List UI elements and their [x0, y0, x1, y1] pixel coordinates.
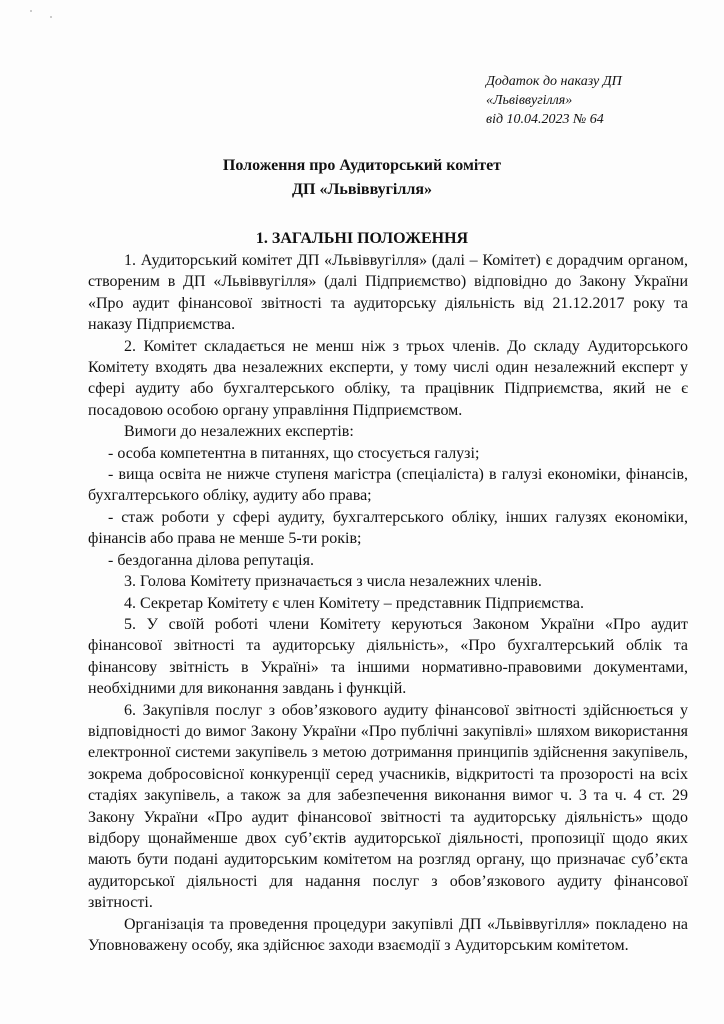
scan-speck [30, 10, 32, 12]
requirement-item: - особа компетентна в питаннях, що стосується галузі; [108, 444, 480, 462]
document-title [0, 154, 724, 202]
annex-line-1: Додаток до наказу ДП [486, 74, 622, 89]
paragraph-3: 3. Голова Комітету призначається з числа незалежних членів. [124, 573, 542, 591]
paragraph-2: 2. Комітет складається не менш ніж з трьох членів. До складу Аудиторського Комітету входять два незалежних експерти, у тому числі один незалежний експерт у сфері аудиту або бухгалтерського обліку, та працівник Підприємства, який не є посадовою особою органу управління Підприємством. [88, 337, 688, 419]
requirement-item: - вища освіта не нижче ступеня магістра (спеціаліста) в галузі економіки, фінансів, бухгалтерського обліку, аудиту або права; [88, 466, 688, 505]
annex-line-3: від 10.04.2023 № 64 [486, 112, 604, 127]
document-body [88, 250, 688, 956]
paragraph-1: 1. Аудиторський комітет ДП «Львіввугілля» (далі – Комітет) є дорадчим органом, створеним в ДП «Львіввугілля» (далі Підприємство) відповідно до Закону України «Про аудит фінансової звітності та аудиторську діяльність від 21.12.2017 року та наказу Підприємства. [88, 252, 688, 334]
annex-note [486, 72, 696, 129]
paragraph-7: Організація та проведення процедури закупівлі ДП «Львіввугілля» покладено на Уповноважену особу, яка здійснює заходи взаємодії з Аудиторським комітетом. [88, 915, 688, 954]
title-line-2: ДП «Львіввугілля» [292, 181, 432, 198]
scan-speck [50, 16, 52, 18]
requirement-item: - стаж роботи у сфері аудиту, бухгалтерського обліку, інших галузях економіки, фінансів або права не менше 5-ти років; [88, 508, 688, 548]
section-heading: 1. ЗАГАЛЬНІ ПОЛОЖЕННЯ [255, 230, 469, 247]
requirements-intro: Вимоги до незалежних експертів: [124, 423, 354, 441]
title-line-1: Положення про Аудиторський комітет [222, 157, 502, 174]
paragraph-4: 4. Секретар Комітету є член Комітету – представник Підприємства. [124, 594, 584, 612]
paragraph-6: 6. Закупівля послуг з обов’язкового аудиту фінансової звітності здійснюється у відповідності до вимог Закону України «Про публічні закупівлі» шляхом використання електронної системи закупівель з метою дотримання принципів здійснення закупівель, зокрема добросовісної конкуренції серед учасників, відкритості та прозорості на всіх стадіях закупівель, а також за для забезпечення виконання вимог ч. 3 та ч. 4 ст. 29 Закону України «Про аудит фінансової звітності та аудиторську діяльність» щодо відбору щонайменше двох суб’єктів аудиторської діяльності, пропозиції щодо яких мають бути подані аудиторським комітетом на розгляд органу, що призначає суб’єкта аудиторської діяльності для надання послуг з обов’язкового аудиту фінансової звітності. [88, 701, 688, 912]
annex-line-2: «Львіввугілля» [486, 93, 573, 108]
requirement-item: - бездоганна ділова репутація. [108, 551, 314, 569]
paragraph-5: 5. У своїй роботі члени Комітету керуються Законом України «Про аудит фінансової звітності та аудиторську діяльність», «Про бухгалтерський облік та фінансову звітність в Україні» та іншими нормативно-правовими документами, необхідними для виконання завдань і функцій. [88, 615, 688, 698]
